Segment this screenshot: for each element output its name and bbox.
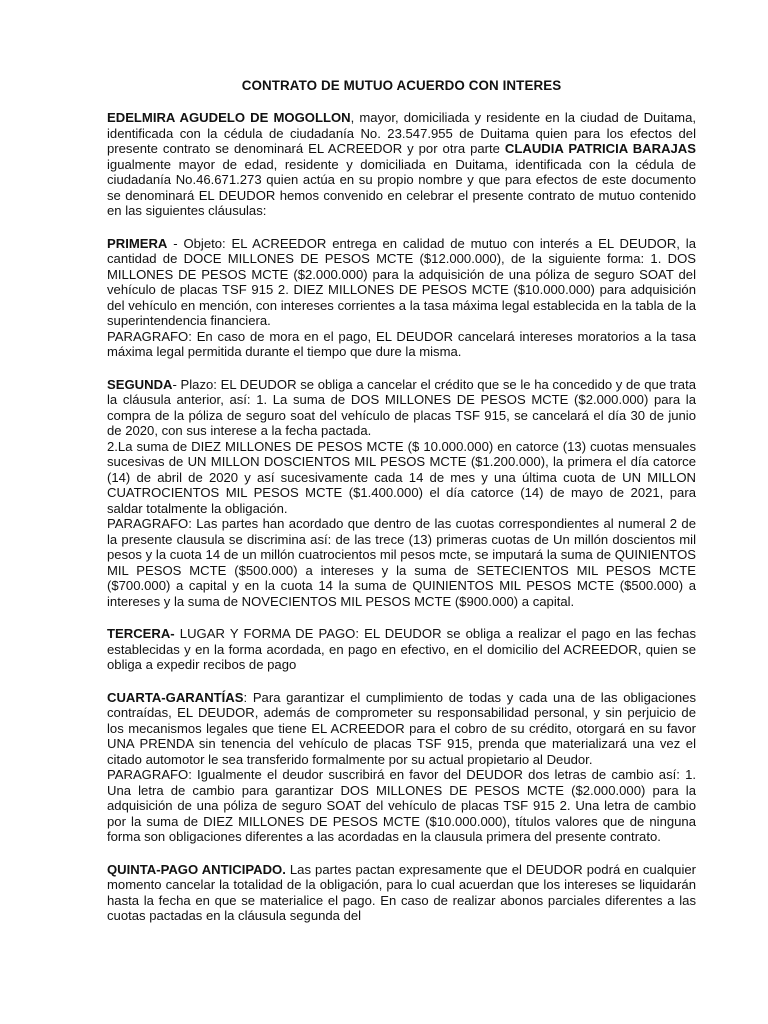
clause-quinta	[107, 862, 696, 924]
clause-quinta-heading: QUINTA-PAGO ANTICIPADO.	[107, 861, 286, 877]
intro-text-2: igualmente mayor de edad, residente y domiciliada en Duitama, identificada con la cédula de ciudadanía No.46.671.273 quien actúa en su propio nombre y que para efectos de este documento se denominará EL DEUDOR hemos convenido en celebrar el presente contrato de mutuo contenido en las siguientes cláusulas:	[107, 156, 696, 218]
clause-cuarta-text: : Para garantizar el cumplimiento de todas y cada una de las obligaciones contraídas, EL DEUDOR, además de comprometer su responsabilidad personal, y sin perjuicio de los mecanismos legales que tiene EL ACREEDOR para el cobro de su crédito, otorgará en su favor UNA PRENDA sin tenencia del vehículo de placas TSF 915, prenda que materializará una vez el citado automotor le sea transferido formalmente por su actual propietario al Deudor.	[107, 689, 696, 767]
intro-text-1: , mayor, domiciliada y residente en la ciudad de Duitama, identificada con la cédula de ciudadanía No. 23.547.955 de Duitama quien para los efectos del presente contrato se denominará EL ACREEDOR y por otra parte	[107, 110, 696, 156]
clause-segunda-heading: SEGUNDA	[107, 376, 173, 392]
clause-cuarta-paragrafo: PARAGRAFO: Igualmente el deudor suscribirá en favor del DEUDOR dos letras de cambio así: 1. Una letra de cambio para garantizar DOS MILLONES DE PESOS MCTE ($2.000.000) para la adquisición de una póliza de seguro SOAT del vehículo de placas TSF 915 2. Una letra de cambio por la suma de DIEZ MILLONES DE PESOS MCTE ($10.000.000), títulos valores que de ninguna forma son obligaciones diferentes a las acordadas en la clausula primera del presente contrato.	[107, 767, 696, 844]
creditor-name: EDELMIRA AGUDELO DE MOGOLLON	[107, 110, 351, 125]
clause-segunda-paragrafo: PARAGRAFO: Las partes han acordado que dentro de las cuotas correspondientes al numeral 2 de la presente clausula se discrimina así: de las trece (13) primeras cuotas de Un millón doscientos mil pesos y la cuota 14 de un millón cuatrocientos mil pesos mcte, se imputará la suma de QUINIENTOS MIL PESOS MCTE ($500.000) a intereses y la suma de SETECIENTOS MIL PESOS MCTE ($700.000) a capital y en la cuota 14 la suma de QUINIENTOS MIL PESOS MCTE ($500.000) a intereses y la suma de NOVECIENTOS MIL PESOS MCTE ($900.000) a capital.	[107, 516, 696, 609]
clause-cuarta-heading: CUARTA-GARANTÍAS	[107, 689, 244, 705]
clause-segunda-text-2: 2.La suma de DIEZ MILLONES DE PESOS MCTE ($ 10.000.000) en catorce (13) cuotas mensuales sucesivas de UN MILLON DOSCIENTOS MIL PESOS MCTE ($1.200.000), la primera el día catorce (14) de abril de 2020 y así sucesivamente cada 14 de mes y una última cuota de UN MILLON CUATROCIENTOS MIL PESOS MCTE ($1.400.000) el día catorce (14) de mayo de 2021, para saldar totalmente la obligación.	[107, 438, 696, 516]
clause-segunda-text: - Plazo: EL DEUDOR se obliga a cancelar el crédito que se le ha concedido y de que trata la cláusula anterior, así: 1. La suma de DOS MILLONES DE PESOS MCTE ($2.000.000) para la compra de la póliza de seguro soat del vehículo de placas TSF 915, se cancelará el día 30 de junio de 2020, con sus interese a la fecha pactada.	[107, 376, 696, 438]
clause-tercera-heading: TERCERA-	[107, 626, 175, 641]
clause-primera-heading: PRIMERA	[107, 235, 168, 251]
clause-quinta-text: Las partes pactan expresamente que el DEUDOR podrá en cualquier momento cancelar la totalidad de la obligación, para lo cual acuerdan que los intereses se liquidarán hasta la fecha en que se materialice el pago. En caso de realizar abonos parciales diferentes a las cuotas pactadas en la cláusula segunda del	[107, 861, 697, 923]
clause-cuarta	[107, 690, 696, 845]
debtor-name: CLAUDIA PATRICIA BARAJAS	[504, 141, 696, 156]
clause-tercera	[107, 626, 696, 673]
clause-primera	[107, 236, 696, 360]
clause-primera-text: - Objeto: EL ACREEDOR entrega en calidad de mutuo con interés a EL DEUDOR, la cantidad de DOCE MILLONES DE PESOS MCTE ($12.000.000), de la siguiente forma: 1. DOS MILLONES DE PESOS MCTE ($2.000.000) para la adquisición de una póliza de seguro SOAT del vehículo de placas TSF 915 2. DIEZ MILLONES DE PESOS MCTE ($10.000.000) para adquisición del vehículo en mención, con intereses corrientes a la tasa máxima legal establecida en la tabla de la superintendencia financiera.	[107, 235, 696, 328]
intro-paragraph	[107, 110, 696, 219]
clause-primera-paragrafo: PARAGRAFO: En caso de mora en el pago, EL DEUDOR cancelará intereses moratorios a la tasa máxima legal permitida durante el tiempo que dure la misma.	[107, 328, 696, 359]
clause-segunda	[107, 377, 696, 610]
clause-tercera-text: LUGAR Y FORMA DE PAGO: EL DEUDOR se obliga a realizar el pago en las fechas establecidas y en la forma acordada, en pago en efectivo, en el domicilio del ACREEDOR, quien se obliga a expedir recibos de pago	[107, 626, 696, 672]
document-title: CONTRATO DE MUTUO ACUERDO CON INTERES	[241, 78, 562, 93]
